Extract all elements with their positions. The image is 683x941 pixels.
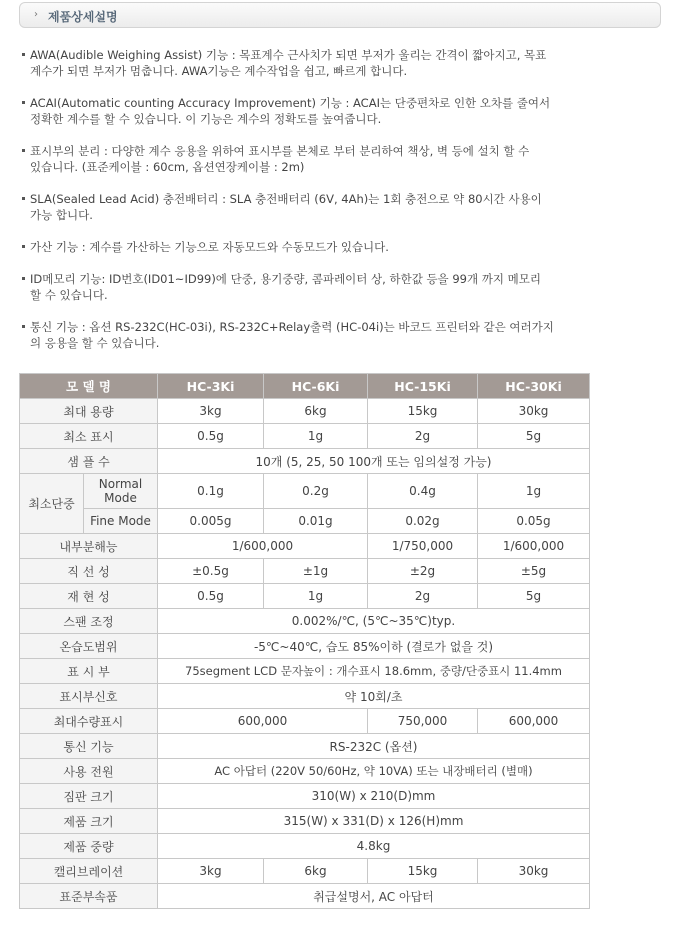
table-cell: 약 10회/초 [158,684,590,709]
table-cell: 0.4g [368,474,478,509]
table-cell: 0.2g [264,474,368,509]
table-header: HC-3Ki [158,374,264,399]
row-label: 샘 플 수 [20,449,158,474]
table-cell: 0.5g [158,424,264,449]
table-cell: 30kg [478,399,590,424]
row-label: 온습도범위 [20,634,158,659]
table-cell: 5g [478,584,590,609]
row-label: 최대수량표시 [20,709,158,734]
table-cell: 0.02g [368,509,478,534]
table-cell: RS-232C (옵션) [158,734,590,759]
table-row [20,559,590,584]
table-row [20,449,590,474]
table-cell: 315(W) x 331(D) x 126(H)mm [158,809,590,834]
row-label: 짐판 크기 [20,784,158,809]
table-cell: ±2g [368,559,478,584]
table-cell: ±5g [478,559,590,584]
table-row [20,709,590,734]
table-cell: 2g [368,584,478,609]
feature-item [22,319,602,351]
row-label: 최소단중 [20,474,84,534]
table-row [20,809,590,834]
table-row [20,509,590,534]
chevron-right-icon: › [34,9,38,20]
table-row [20,424,590,449]
table-cell: 0.005g [158,509,264,534]
feature-line: 정확한 계수를 할 수 있습니다. 이 기능은 계수의 정확도를 높여줍니다. [30,112,382,126]
table-header: HC-30Ki [478,374,590,399]
table-cell: 5g [478,424,590,449]
feature-line: ID메모리 기능: ID번호(ID01~ID99)에 단중, 용기중량, 콤파레이터 상, 하한값 등을 99개 까지 메모리 [30,272,541,286]
table-cell: ±0.5g [158,559,264,584]
table-cell: 1/600,000 [158,534,368,559]
feature-item [22,239,602,255]
table-cell: AC 아답터 (220V 50/60Hz, 약 10VA) 또는 내장배터리 (별매) [158,759,590,784]
row-label: 사용 전원 [20,759,158,784]
table-cell: 0.002%/℃, (5℃~35℃)typ. [158,609,590,634]
table-cell: 6kg [264,859,368,884]
table-cell: 0.05g [478,509,590,534]
table-cell: ±1g [264,559,368,584]
table-cell: 1g [478,474,590,509]
feature-item [22,47,602,79]
row-label: 표 시 부 [20,659,158,684]
table-cell: 0.01g [264,509,368,534]
table-cell: 310(W) x 210(D)mm [158,784,590,809]
table-row [20,684,590,709]
feature-line: 있습니다. (표준케이블 : 60cm, 옵션연장케이블 : 2m) [30,160,305,174]
feature-line: 가산 기능 : 계수를 가산하는 기능으로 자동모드와 수동모드가 있습니다. [30,240,389,254]
table-cell: 4.8kg [158,834,590,859]
table-cell: 15kg [368,859,478,884]
table-cell: 3kg [158,859,264,884]
table-row [20,609,590,634]
feature-item [22,143,602,175]
table-cell: 취급설명서, AC 아답터 [158,884,590,909]
feature-line: AWA(Audible Weighing Assist) 기능 : 목표계수 근사치가 되면 부저가 울리는 간격이 짧아지고, 목표 [30,48,547,62]
row-sublabel: Fine Mode [84,509,158,534]
feature-line: 가능 합니다. [30,208,93,222]
table-cell: -5℃~40℃, 습도 85%이하 (결로가 없을 것) [158,634,590,659]
table-row [20,784,590,809]
feature-line: 계수가 되면 부저가 멈춥니다. AWA기능은 계수작업을 쉽고, 빠르게 합니다. [30,64,408,78]
table-row [20,884,590,909]
table-cell: 1g [264,424,368,449]
feature-line: 할 수 있습니다. [30,288,108,302]
table-cell: 3kg [158,399,264,424]
table-cell: 6kg [264,399,368,424]
table-cell: 750,000 [368,709,478,734]
feature-item [22,191,602,223]
table-cell: 10개 (5, 25, 50 100개 또는 임의설정 가능) [158,449,590,474]
row-label: 표시부신호 [20,684,158,709]
table-cell: 0.5g [158,584,264,609]
table-cell: 75segment LCD 문자높이 : 개수표시 18.6mm, 중량/단중표시 11.4mm [158,659,590,684]
feature-list [22,47,602,367]
feature-line: 표시부의 분리 : 다양한 계수 응용을 위하여 표시부를 본체로 부터 분리하여 책상, 벽 등에 설치 할 수 [30,144,530,158]
table-cell: 1/750,000 [368,534,478,559]
feature-line: 의 응용을 할 수 있습니다. [30,336,160,350]
section-title: 제품상세설명 [48,10,118,24]
table-row [20,759,590,784]
table-row [20,859,590,884]
table-row [20,634,590,659]
table-row [20,734,590,759]
table-cell: 1g [264,584,368,609]
table-header: 모 델 명 [20,374,158,399]
feature-line: ACAI(Automatic counting Accuracy Improvement) 기능 : ACAI는 단중편차로 인한 오차를 줄여서 [30,96,551,110]
table-row [20,659,590,684]
row-label: 내부분해능 [20,534,158,559]
row-label: 최소 표시 [20,424,158,449]
table-cell: 1/600,000 [478,534,590,559]
table-header: HC-15Ki [368,374,478,399]
row-label: 캘리브레이션 [20,859,158,884]
row-label: 통신 기능 [20,734,158,759]
row-label: 재 현 성 [20,584,158,609]
row-label: 스팬 조정 [20,609,158,634]
table-cell: 600,000 [478,709,590,734]
table-row [20,534,590,559]
row-label: 제품 크기 [20,809,158,834]
row-label: 제품 중량 [20,834,158,859]
table-header-row [20,374,590,399]
table-cell: 600,000 [158,709,368,734]
table-cell: 15kg [368,399,478,424]
row-label: 최대 용량 [20,399,158,424]
section-header [19,2,661,28]
spec-table [19,373,590,909]
table-row [20,474,590,509]
table-row [20,584,590,609]
table-row [20,834,590,859]
feature-line: 통신 기능 : 옵션 RS-232C(HC-03i), RS-232C+Relay출력 (HC-04i)는 바코드 프린터와 같은 여러가지 [30,320,554,334]
feature-line: SLA(Sealed Lead Acid) 충전배터리 : SLA 충전배터리 (6V, 4Ah)는 1회 충전으로 약 80시간 사용이 [30,192,542,206]
feature-item [22,271,602,303]
feature-item [22,95,602,127]
table-cell: 30kg [478,859,590,884]
row-label: 표준부속품 [20,884,158,909]
table-row [20,399,590,424]
table-header: HC-6Ki [264,374,368,399]
row-label: 직 선 성 [20,559,158,584]
row-sublabel: Normal Mode [84,474,158,509]
table-cell: 2g [368,424,478,449]
table-cell: 0.1g [158,474,264,509]
